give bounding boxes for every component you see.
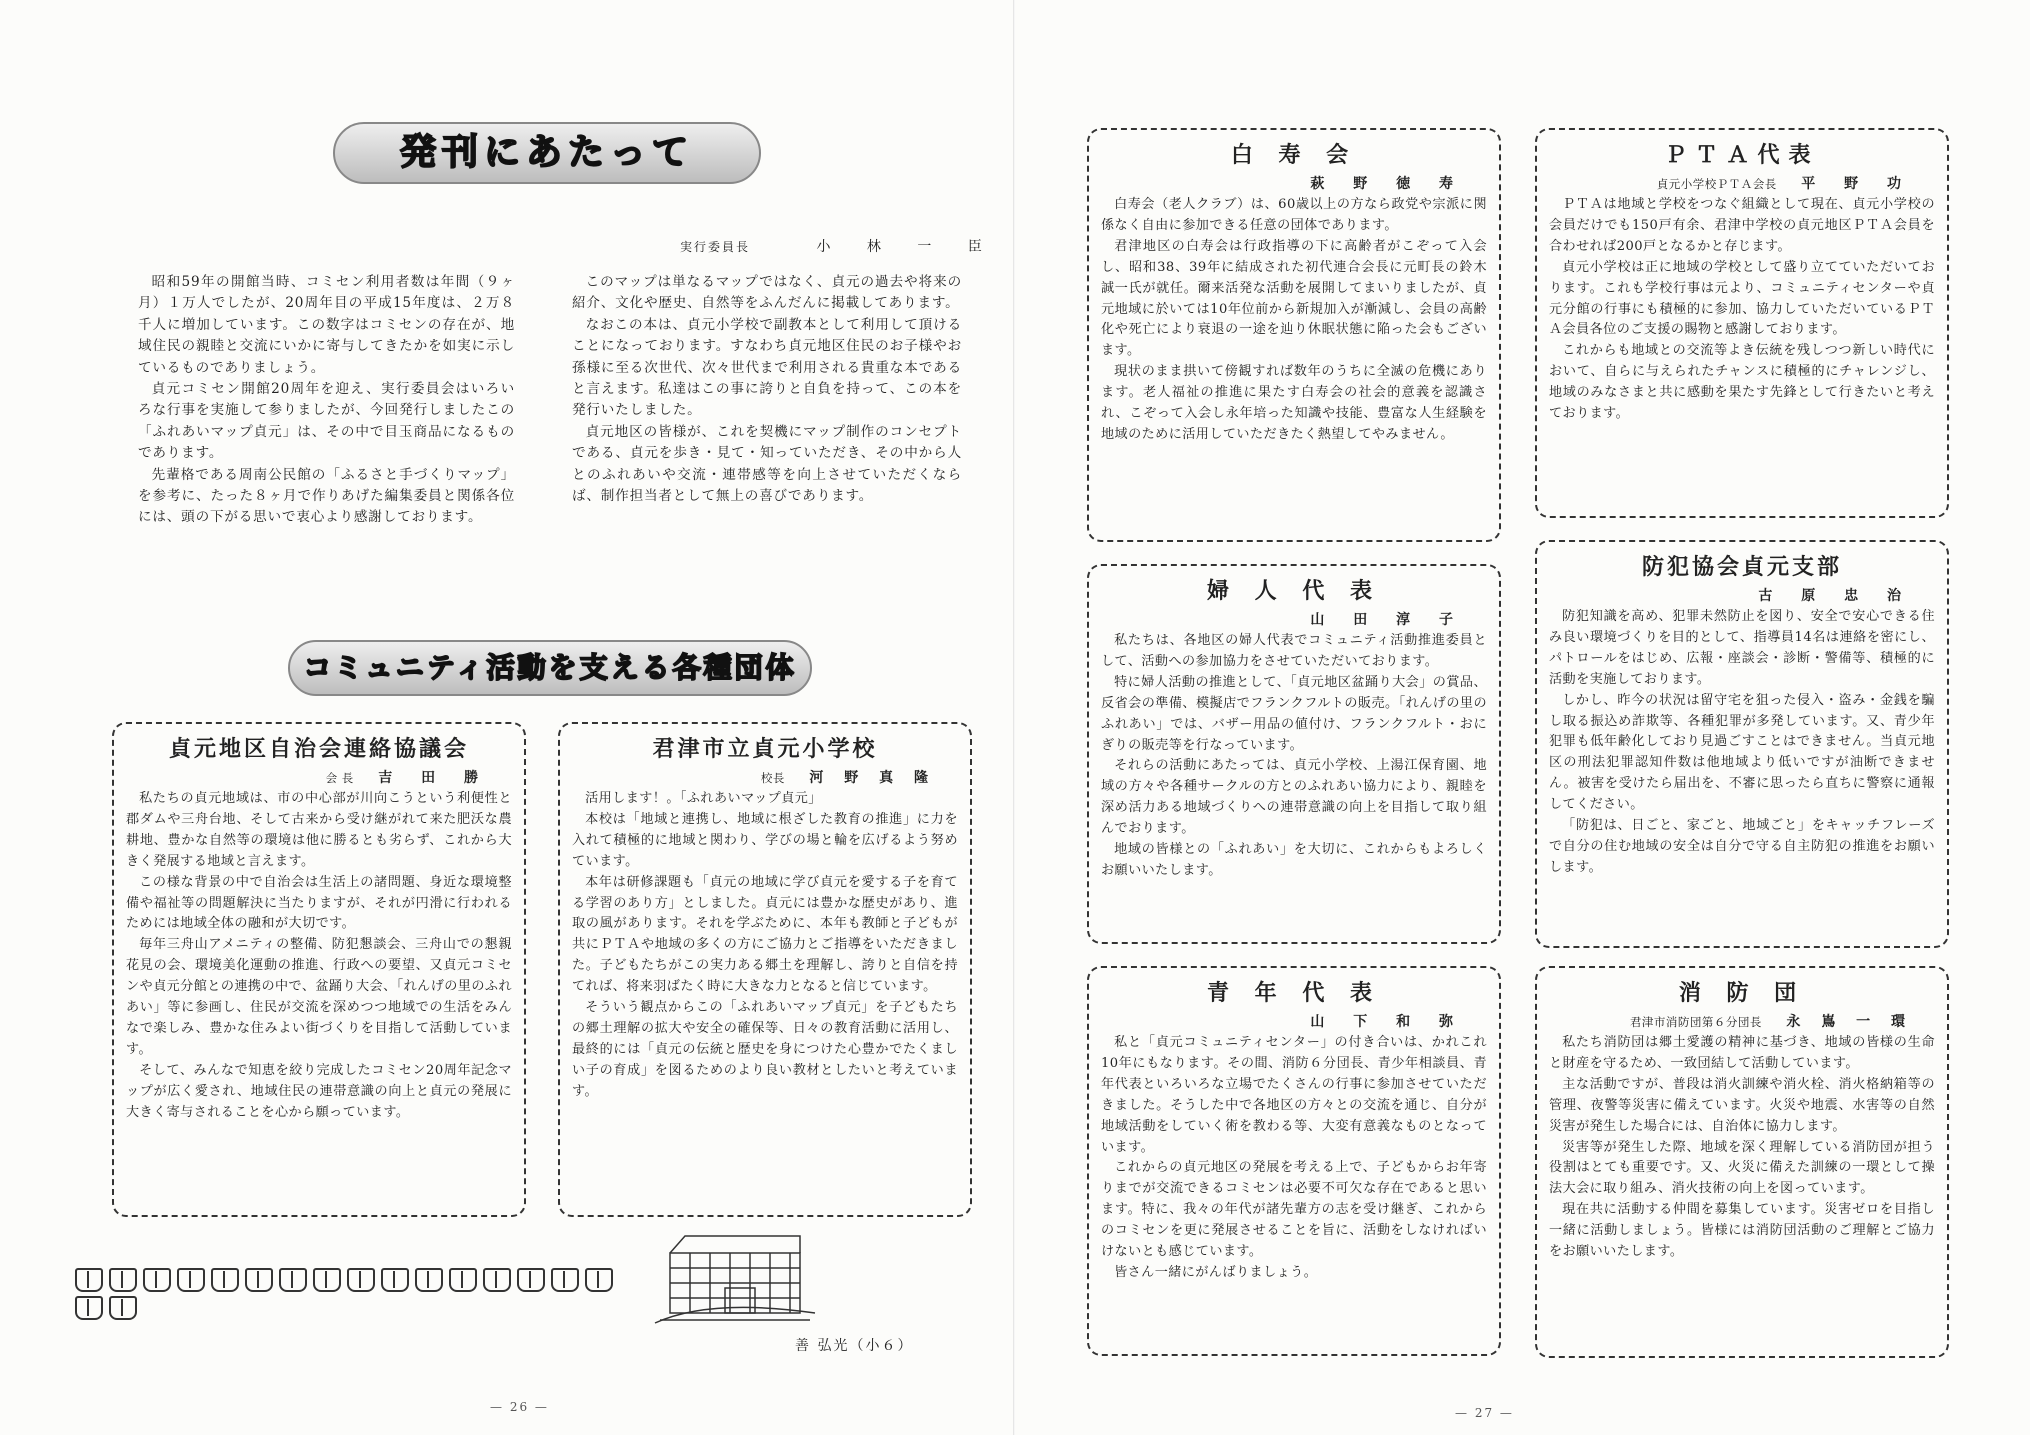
school-building-drawing (650, 1228, 820, 1328)
byline-name: 河 野 真 隆 (809, 770, 936, 786)
byline-name: 萩 野 徳 寿 (1310, 176, 1465, 192)
box-paragraph: 白寿会（老人クラブ）は、60歳以上の方なら政党や宗派に関係なく自由に参加できる任意の団体であります。 (1101, 197, 1487, 233)
intro-author-role: 実行委員長 (680, 240, 751, 254)
box-shobo (1535, 966, 1949, 1358)
box-paragraph: この様な背景の中で自治会は生活上の諸問題、身近な環境整備や福祉等の問題解決に当たりますが、それが円滑に行われるためには地域全体の融和が大切です。 (126, 874, 512, 932)
book-icon (75, 1268, 103, 1292)
box-paragraph: 「防犯は、日ごと、家ごと、地域ごと」をキャッチフレーズで自分の住む地域の安全は自分で守る自主防犯の推進をお願いします。 (1549, 818, 1935, 875)
intro-paragraph: このマップは単なるマップではなく、貞元の過去や将来の紹介、文化や歴史、自然等をふんだんに掲載してあります。 (572, 274, 962, 312)
book-border-decoration (75, 1268, 650, 1300)
intro-author (680, 236, 998, 256)
intro-author-name: 小 林 一 臣 (816, 239, 998, 255)
byline-name: 山 田 淳 子 (1310, 612, 1465, 628)
book-icon (483, 1268, 511, 1292)
page-number: — 27 — (1455, 1406, 1514, 1420)
book-icon (279, 1268, 307, 1292)
box-title: 婦 人 代 表 (1207, 579, 1381, 604)
box-title: ＰＴＡ代表 (1664, 143, 1820, 168)
page-number: — 26 — (490, 1400, 549, 1414)
book-icon (449, 1268, 477, 1292)
book-icon (75, 1296, 103, 1320)
right-page (1015, 0, 2030, 1435)
box-paragraph: 君津地区の白寿会は行政指導の下に高齢者がこぞって入会し、昭和38、39年に結成された初代連合会長に元町長の鈴木誠一氏が就任。爾来活発な活動を展開してまいりましたが、貞元地域に於いては10年位前から新規加入が漸減し、会員の高齢化や死亡により衰退の一途を辿り休眠状態に陥った会もございます。 (1101, 238, 1487, 359)
intro-paragraph: 先輩格である周南公民館の「ふるさと手づくりマップ」を参考に、たった８ヶ月で作りあげた編集委員と関係各位には、頭の下がる思いで衷心より感謝しております。 (138, 466, 515, 526)
box-byline (1101, 173, 1465, 193)
intro-paragraph: 貞元コミセン開館20周年を迎え、実行委員会はいろいろな行事を実施して参りましたが、今回発行しましたこの「ふれあいマップ貞元」は、その中で目玉商品になるものであります。 (138, 381, 515, 462)
box-byline (126, 767, 490, 787)
byline-role: 君津市消防団第６分団長 (1629, 1015, 1762, 1029)
box-paragraph: 皆さん一緒にがんばりましょう。 (1114, 1264, 1318, 1280)
header-hakkan-banner: 発刊にあたって (333, 122, 761, 184)
book-icon (109, 1296, 137, 1320)
box-paragraph: 貞元小学校は正に地域の学校として盛り立てていただいております。これも学校行事は元より、コミュニティセンターや貞元分館の行事にも積極的に参加、協力していただいているＰＴＡ会員各位のご支援の賜物と感謝しております。 (1549, 259, 1935, 338)
byline-role: 会 長 (325, 771, 354, 785)
box-paragraph: 私たちは、各地区の婦人代表でコミュニティ活動推進委員として、活動への参加協力をさせていただいております。 (1101, 633, 1487, 669)
book-icon (551, 1268, 579, 1292)
box-school (558, 722, 972, 1217)
box-paragraph: これからも地域との交流等よき伝統を残しつつ新しい時代において、自らに与えられたチャンスに積極的にチャレンジし、地域のみなさまと共に感動を果たす先鋒として行きたいと考えております。 (1549, 343, 1935, 422)
box-paragraph: しかし、昨今の状況は留守宅を狙った侵入・盗み・金銭を騙し取る振込め詐欺等、各種犯罪が多発しています。又、青少年犯罪も低年齢化しており見過ごすことはできません。当貞元地区の刑法犯罪認知件数は他地域より低いですが油断できません。被害を受けたら届出を、不審に思ったら直ちに警察に通報してください。 (1549, 692, 1935, 813)
box-paragraph: 災害等が発生した際、地域を深く理解している消防団が担う役割はとても重要です。又、火災に備えた訓練の一環として操法大会に取り組み、消火技術の向上を図っています。 (1549, 1139, 1935, 1197)
box-paragraph: 本校は「地域と連携し、地域に根ざした教育の推進」に力を入れて積極的に地域と関わり、学びの場と輪を広げるよう努めています。 (572, 811, 958, 869)
box-title: 防犯協会貞元支部 (1641, 555, 1842, 580)
box-paragraph: 防犯知識を高め、犯罪未然防止を図り、安全で安心できる住み良い環境づくりを目的として、指導員14名は連絡を密にし、パトロールをはじめ、広報・座談会・診断・警備等、積極的に活動を実施しております。 (1549, 609, 1935, 687)
box-title: 消 防 団 (1678, 981, 1806, 1006)
byline-name: 吉 田 勝 (378, 770, 490, 786)
intro-paragraph: 貞元地区の皆様が、これを契機にマップ制作のコンセプトである、貞元を歩き・見て・知っていただき、その中から人とのふれあいや交流・連帯感等を向上させていただくならば、制作担当者として無上の喜びであります。 (572, 423, 962, 505)
intro-paragraph: なおこの本は、貞元小学校で副教本として利用して頂けることになっております。すなわち貞元地区住民のお子様やお孫様に至る次世代、次々世代まで利用される貴重な本であると言えます。私達はこの事に誇りと自負を持って、この本を発行いたしました。 (572, 316, 962, 419)
book-icon (347, 1268, 375, 1292)
book-icon (245, 1268, 273, 1292)
book-icon (517, 1268, 545, 1292)
book-icon (211, 1268, 239, 1292)
box-paragraph: 本年は研修課題も「貞元の地域に学び貞元を愛する子を育てる学習のあり方」としました。貞元には豊かな歴史があり、進取の風があります。それを学ぶために、本年も教師と子どもが共にＰＴＡや地域の多くの方にご協力とご指導をいただきました。子どもたちがこの実力ある郷土を理解し、誇りと自信を持てれば、将来羽ばたく時に大きな力となると信じています。 (572, 874, 958, 995)
byline-name: 古 原 忠 治 (1758, 588, 1913, 604)
box-byline (1101, 609, 1465, 629)
box-fujin (1087, 564, 1501, 944)
box-paragraph: 私たち消防団は郷土愛護の精神に基づき、地域の皆様の生命と財産を守るため、一致団結して活動しています。 (1549, 1035, 1935, 1071)
box-byline (1101, 1011, 1465, 1031)
box-paragraph: 毎年三舟山アメニティの整備、防犯懇談会、三舟山での懇親花見の会、環境美化運動の推進、行政への要望、又貞元コミセンや貞元分館との連携の中で、盆踊り大会、「れんげの里のふれあい」等に参画し、住民が交流を深めつつ地域での生活をみんなで楽しみ、豊かな住みよい街づくりを目指して活動しています。 (126, 937, 512, 1057)
intro-column-1 (138, 272, 515, 529)
box-paragraph: 特に婦人活動の推進として、「貞元地区盆踊り大会」の賞品、反省会の準備、模擬店でフランクフルトの販売。「れんげの里のふれあい」では、バザー用品の値付け、フランクフルト・おにぎりの販売等を行なっています。 (1101, 674, 1487, 753)
box-byline (1549, 1011, 1913, 1031)
box-paragraph: 主な活動ですが、普段は消火訓練や消火栓、消火格納箱等の管理、夜警等災害に備えています。火災や地震、水害等の自然災害が発生した場合には、自治体に協力します。 (1549, 1076, 1935, 1134)
box-byline (1549, 585, 1913, 605)
box-paragraph: これからの貞元地区の発展を考える上で、子どもからお年寄りまでが交流できるコミセンは必要不可欠な存在であると思います。特に、我々の年代が諸先輩方の志を受け継ぎ、これからのコミセンを更に発展させることを旨に、活動をしなければいけないとも感じています。 (1101, 1160, 1487, 1260)
box-paragraph: そして、みんなで知恵を絞り完成したコミセン20周年記念マップが広く愛され、地域住民の連帯意識の向上と貞元の発展に大きく寄与されることを心から願っています。 (126, 1062, 512, 1120)
book-icon (313, 1268, 341, 1292)
book-icon (381, 1268, 409, 1292)
byline-name: 平 野 功 (1801, 176, 1913, 192)
box-bohan (1535, 540, 1949, 948)
box-title: 貞元地区自治会連絡協議会 (168, 737, 469, 762)
intro-column-2 (572, 272, 962, 507)
box-title: 白 寿 会 (1230, 143, 1358, 168)
box-title: 君津市立貞元小学校 (652, 737, 878, 762)
byline-name: 永 嶌 一 環 (1786, 1014, 1913, 1030)
book-icon (143, 1268, 171, 1292)
box-paragraph: そういう観点からこの「ふれあいマップ貞元」を子どもたちの郷土理解の拡大や安全の確保等、日々の教育活動に活用し、最終的には「貞元の伝統と歴史を身につけた心豊かでたくましい子の育成」を図るためのより良い教材としたいと考えています。 (572, 1000, 958, 1099)
book-icon (585, 1268, 613, 1292)
box-seinen (1087, 966, 1501, 1356)
box-paragraph: 現在共に活動する仲間を募集しています。災害ゼロを目指し一緒に活動しましょう。皆様には消防団活動のご理解とご協力をお願いいたします。 (1549, 1202, 1935, 1260)
byline-role: 貞元小学校ＰＴＡ会長 (1656, 177, 1777, 191)
box-paragraph: 私と「貞元コミュニティセンター」の付き合いは、かれこれ10年にもなります。その間、消防６分団長、青少年相談員、青年代表といろいろな立場でたくさんの行事に参加させていただきました。そうした中で各地区の方々との交流を通じ、自分が地域活動をしていく術を教わる等、大変有意義なものとなっています。 (1101, 1035, 1487, 1155)
box-pta (1535, 128, 1949, 518)
box-title: 青 年 代 表 (1207, 981, 1381, 1006)
book-icon (415, 1268, 443, 1292)
box-byline (572, 767, 936, 787)
box-paragraph: ＰＴＡは地域と学校をつなぐ組織として現在、貞元小学校の会員だけでも150戸有余、君津中学校の貞元地区ＰＴＡ会員を合わせれば200戸となるかと存じます。 (1549, 197, 1935, 254)
byline-role: 校長 (760, 771, 785, 785)
box-jichikai (112, 722, 526, 1217)
box-paragraph: それらの活動にあたっては、貞元小学校、上湯江保育園、地域の方々や各種サークルの方とのふれあい協力により、親睦を深め活力ある地域づくりへの連帯意識の向上を目指して取り組んでおります。 (1101, 758, 1487, 837)
box-paragraph: 活用します！。「ふれあいマップ貞元」 (585, 791, 822, 806)
box-paragraph: 現状のまま拱いて傍観すれば数年のうちに全滅の危機にあります。老人福祉の推進に果たす白寿会の社会的意義を認識され、こぞって入会し永年培った知識や技能、豊富な人生経験を地域のために活用していただきたく熱望してやみません。 (1101, 364, 1487, 442)
header-dantai-banner: コミュニティ活動を支える各種団体 (288, 640, 812, 696)
book-icon (177, 1268, 205, 1292)
intro-paragraph: 昭和59年の開館当時、コミセン利用者数は年間（９ヶ月）１万人でしたが、20周年目の平成15年度は、２万８千人に増加しています。この数字はコミセンの存在が、地域住民の親睦と交流にいかに寄与してきたかを如実に示しているものでありましょう。 (138, 274, 515, 376)
box-byline (1549, 173, 1913, 193)
drawing-caption: 善 弘光（小６） (795, 1338, 914, 1354)
box-hakuju (1087, 128, 1501, 542)
box-paragraph: 私たちの貞元地域は、市の中心部が川向こうという利便性と郡ダムや三舟台地、そして古来から受け継がれて来た肥沃な農耕地、豊かな自然等の環境は他に勝るとも劣らず、これから大きく発展する地域と言えます。 (126, 791, 512, 869)
byline-name: 山 下 和 弥 (1310, 1014, 1465, 1030)
book-icon (109, 1268, 137, 1292)
box-paragraph: 地域の皆様との「ふれあい」を大切に、これからもよろしくお願いいたします。 (1101, 842, 1487, 878)
